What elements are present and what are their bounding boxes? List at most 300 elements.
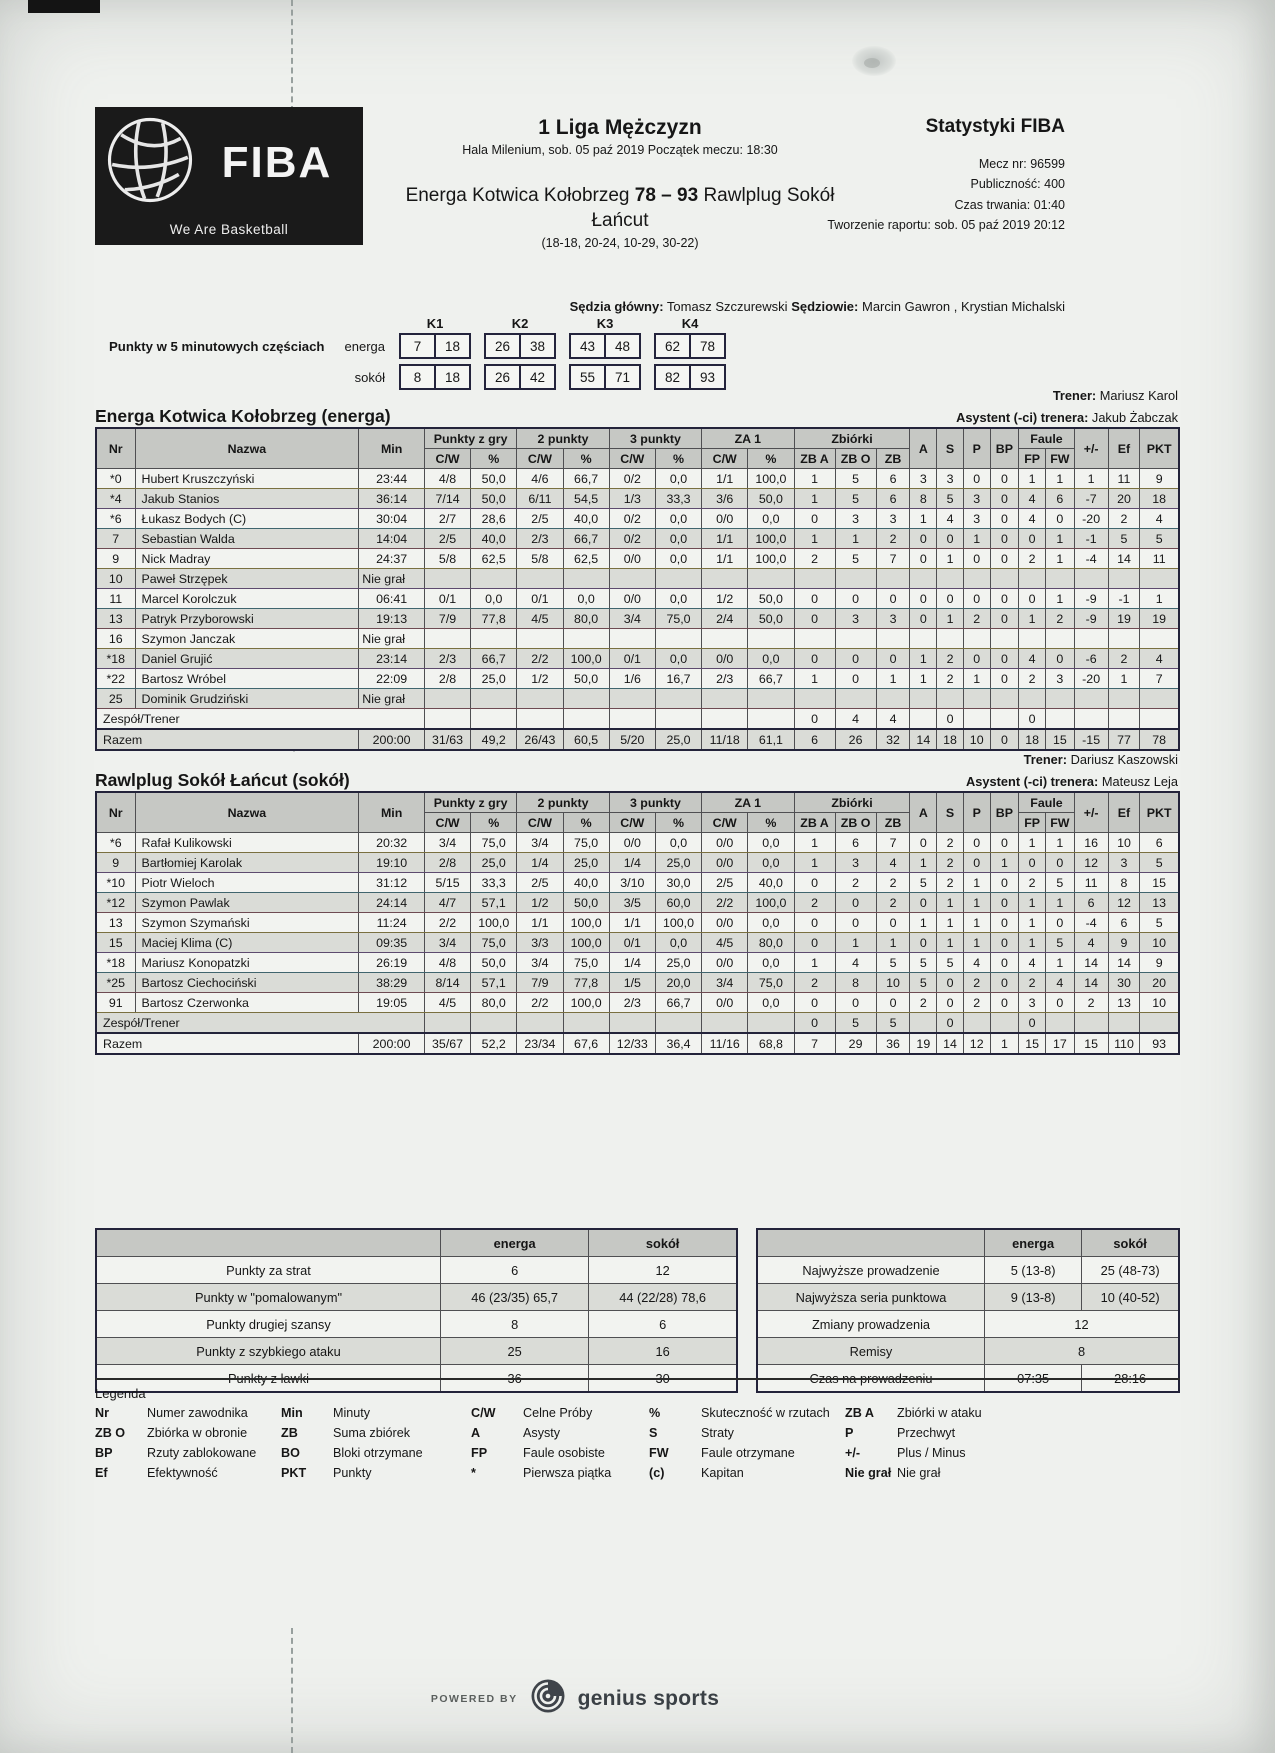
stat-cell: 93 [1140,1033,1179,1054]
stat-cell: 4 [1045,973,1074,993]
stat-cell: 11 [1140,549,1179,569]
stat-cell: 5 [1140,913,1179,933]
stat-cell: 4/6 [517,469,563,489]
stat-cell: 0/0 [609,589,655,609]
assistant-line [966,774,1178,789]
stat-cell: 3 [910,469,937,489]
summary-value-energa: 25 [441,1338,589,1365]
stat-cell: 6 [794,729,835,750]
stat-cell: 0 [794,873,835,893]
player-number: *0 [96,469,135,489]
quarter-score-cell: 93 [689,364,726,390]
legend-desc: Pierwsza piątka [523,1466,612,1480]
stat-cell: 3 [876,509,910,529]
col-header-steals: P [963,792,990,833]
summary-value-energa: 6 [441,1257,589,1284]
stat-cell [835,629,876,649]
stat-cell: 30:04 [359,509,425,529]
stat-cell: 0 [794,709,835,730]
player-name: Piotr Wieloch [135,873,359,893]
matchup-line [380,184,860,233]
stat-cell [1108,569,1140,589]
stat-cell [424,709,470,730]
player-name: Szymon Janczak [135,629,359,649]
legend-desc: Kapitan [701,1466,744,1480]
table-header [96,428,1179,469]
col-header-pct: % [563,449,609,469]
stat-cell: 2/5 [702,873,748,893]
stat-cell: 23:14 [359,649,425,669]
quarter-label: K4 [681,316,699,331]
player-name: Daniel Grujić [135,649,359,669]
quarter-score-group [484,333,556,359]
player-row [96,833,1179,853]
legend-item [281,1426,471,1446]
stat-cell [835,569,876,589]
legend-abbr: Min [281,1406,303,1420]
stat-cell [471,629,517,649]
stat-cell: 50,0 [563,669,609,689]
summary-value-sokol: 25 (48-73) [1082,1257,1179,1284]
stat-cell: 68,8 [748,1033,794,1054]
stat-cell: 6 [876,489,910,509]
stat-cell: 2 [937,853,964,873]
player-row [96,549,1179,569]
quarter-label: K3 [596,316,614,331]
stat-cell: 0,0 [748,509,794,529]
stat-cell: 5/8 [424,549,470,569]
player-row [96,589,1179,609]
stat-cell: 15 [1074,1033,1108,1054]
stat-cell: 5 [1140,853,1179,873]
stat-cell [1140,569,1179,589]
legend-abbr: Nr [95,1406,109,1420]
col-group-rebounds: Zbiórki [794,428,910,449]
stat-cell [963,569,990,589]
stat-cell [1045,709,1074,730]
legend-desc: Celne Próby [523,1406,593,1420]
player-row [96,953,1179,973]
stat-cell: 0 [794,933,835,953]
stat-cell: 0 [876,649,910,669]
stat-cell: 1/4 [609,853,655,873]
col-header-zb: ZB [876,449,910,469]
col-header-pct: % [655,813,701,833]
legend-abbr: Ef [95,1466,108,1480]
summary-table-right [756,1228,1180,1393]
stat-cell: 0/2 [609,469,655,489]
team-header [95,752,1180,790]
player-row [96,993,1179,1013]
legend-desc: Punkty [333,1466,372,1480]
stat-cell: 0 [990,529,1019,549]
stat-cell: 23:44 [359,469,425,489]
stat-cell: 75,0 [748,973,794,993]
stat-cell: 1 [794,469,835,489]
player-name: Mariusz Konopatzki [135,953,359,973]
player-name: Szymon Szymański [135,913,359,933]
stat-cell: 26/43 [517,729,563,750]
stat-cell: 0 [794,1013,835,1034]
stat-cell: 2 [1045,609,1074,629]
stat-cell: 75,0 [471,833,517,853]
stat-cell: 1 [1019,469,1046,489]
col-group-3pt: 3 punkty [609,792,701,813]
quarter-score-cell: 62 [654,333,691,359]
player-number: *10 [96,873,135,893]
stat-cell: 4/8 [424,953,470,973]
stat-cell: 0,0 [655,589,701,609]
stat-cell: 3/4 [424,833,470,853]
stat-cell: 16,7 [655,669,701,689]
legend-item [845,1426,1180,1446]
stat-cell: 0,0 [748,833,794,853]
summary-row [96,1284,737,1311]
player-name: Patryk Przyborowski [135,609,359,629]
stat-cell [794,569,835,589]
stat-cell: 1/1 [702,469,748,489]
stat-cell [563,1013,609,1034]
stat-cell: 2/2 [424,913,470,933]
stat-cell: 0 [963,833,990,853]
legend-abbr: S [649,1426,658,1440]
legend-item [471,1406,649,1426]
stat-cell: -4 [1074,913,1108,933]
stat-cell: 0 [990,589,1019,609]
stat-cell: 77,8 [563,973,609,993]
summary-value: 12 [985,1311,1180,1338]
stat-cell: 50,0 [471,489,517,509]
legend-item [649,1426,845,1446]
coach-name: Mariusz Karol [1099,388,1178,403]
quarter-score-cell: 26 [484,364,521,390]
legend-abbr: P [845,1426,854,1440]
stat-cell: 5 [835,1013,876,1034]
summary-value-energa: 5 (13-8) [985,1257,1082,1284]
player-name: Maciej Klima (C) [135,933,359,953]
stat-cell: 0 [990,669,1019,689]
stat-cell: 100,0 [471,913,517,933]
stat-cell [424,569,470,589]
stat-cell: 0 [990,953,1019,973]
stat-cell: 12/33 [609,1033,655,1054]
player-row [96,669,1179,689]
stat-cell: 1 [910,669,937,689]
stat-cell: 15 [1019,1033,1046,1054]
stat-cell [517,1013,563,1034]
stat-cell: Nie grał [359,629,425,649]
stat-cell [1074,709,1108,730]
legend-desc: Efektywność [147,1466,218,1480]
stat-cell: 1 [1019,913,1046,933]
stat-cell: 2/2 [517,649,563,669]
stat-cell: 17 [1045,1033,1074,1054]
player-name: Rafał Kulikowski [135,833,359,853]
venue-line: Hala Milenium, sob. 05 paź 2019 Początek meczu: 18:30 [462,143,778,157]
stat-cell: -20 [1074,509,1108,529]
stat-cell: 0/1 [517,589,563,609]
col-header-pct: % [748,449,794,469]
stat-cell [563,569,609,589]
stat-cell: 62,5 [563,549,609,569]
quarter-score-cell: 55 [569,364,606,390]
summary-row [757,1284,1179,1311]
legend-row [95,1406,1180,1426]
col-group-ft: ZA 1 [702,428,794,449]
stat-cell: 0 [794,993,835,1013]
stat-cell: 200:00 [359,1033,425,1054]
stat-cell: 0/0 [609,549,655,569]
stat-cell [702,1013,748,1034]
stat-cell [563,689,609,709]
stat-cell: 18 [1019,729,1046,750]
coach-line [1053,388,1178,403]
stat-cell: 2/2 [702,893,748,913]
stat-cell: 6/11 [517,489,563,509]
stat-cell: 2 [1019,549,1046,569]
team-bench-row [96,1013,1179,1034]
stat-cell: 77,8 [471,609,517,629]
stat-cell [1140,629,1179,649]
player-name: Sebastian Walda [135,529,359,549]
stat-cell: 6 [835,833,876,853]
player-row [96,469,1179,489]
stat-cell: 100,0 [563,913,609,933]
player-row [96,689,1179,709]
quarter-score-cell: 71 [604,364,641,390]
stat-cell: 1 [1045,589,1074,609]
player-row [96,629,1179,649]
stat-cell: 0 [794,649,835,669]
col-header-blocks: BP [990,428,1019,469]
stat-cell: 20:32 [359,833,425,853]
player-name: Nick Madray [135,549,359,569]
stat-cell: 100,0 [748,469,794,489]
stat-cell: 7/9 [424,609,470,629]
stat-cell: 2 [1074,993,1108,1013]
stat-cell: 1 [1045,893,1074,913]
stat-cell [794,689,835,709]
legend-desc: Faule osobiste [523,1446,605,1460]
player-row [96,649,1179,669]
stat-cell: 20 [1140,973,1179,993]
summary-label: Punkty z ławki [96,1365,441,1393]
stat-cell: 10 [1108,833,1140,853]
stat-cell: 2/3 [609,993,655,1013]
legend-abbr: ZB O [95,1426,126,1440]
stat-cell: Nie grał [359,689,425,709]
legend-desc: Bloki otrzymane [333,1446,423,1460]
coach-name: Dariusz Kaszowski [1070,752,1178,767]
stat-cell: 2 [794,549,835,569]
stat-cell [1140,1013,1179,1034]
col-header-pct: % [563,813,609,833]
summary-row [96,1257,737,1284]
stat-cell: 1 [876,669,910,689]
stat-cell: 0 [937,529,964,549]
legend-row [95,1426,1180,1446]
summary-header [96,1229,737,1257]
stat-cell: 1 [963,873,990,893]
stat-cell: 1 [876,933,910,953]
summary-label: Najwyższe prowadzenie [757,1257,985,1284]
stat-cell: 0 [794,509,835,529]
team-title: Energa Kotwica Kołobrzeg (energa) [95,406,391,426]
referees-label: Sędziowie: [791,299,859,314]
stat-cell [1019,689,1046,709]
stat-cell: 100,0 [655,913,701,933]
stat-cell: 100,0 [563,933,609,953]
assistant-line [956,410,1178,425]
stat-cell: 0 [990,549,1019,569]
stat-cell: 6 [1045,489,1074,509]
stat-cell: 0 [990,833,1019,853]
col-header-fw: FW [1045,813,1074,833]
stat-cell: 50,0 [748,489,794,509]
stat-cell: 18 [937,729,964,750]
stat-cell [748,689,794,709]
stat-cell: 0 [835,893,876,913]
stat-cell: 200:00 [359,729,425,750]
stat-cell: 6 [876,469,910,489]
summary-header-cell: energa [441,1229,589,1257]
stat-cell: 10 [963,729,990,750]
stats-title: Statystyki FIBA [925,116,1065,137]
player-name: Paweł Strzępek [135,569,359,589]
stat-cell: 1 [963,669,990,689]
player-row [96,569,1179,589]
stat-cell: 0 [1045,649,1074,669]
quarter-team-label: energa [344,338,385,354]
col-group-2pt: 2 punkty [517,428,609,449]
quarter-score-group [399,364,471,390]
player-number: *18 [96,649,135,669]
quarter-score-cell: 42 [519,364,556,390]
stat-cell: 0,0 [655,549,701,569]
stat-cell: 0 [910,933,937,953]
col-group-fouls: Faule [1019,428,1074,449]
stat-cell: 1 [1074,469,1108,489]
stat-cell [876,569,910,589]
summary-table-left [95,1228,738,1393]
stat-cell [424,689,470,709]
legend-section [95,1378,1180,1486]
player-number: *22 [96,669,135,689]
legend-item [845,1406,1180,1426]
assistant-name: Jakub Żabczak [1091,410,1178,425]
stat-cell: 0 [835,589,876,609]
referee-main-label: Sędzia główny: [569,299,664,314]
stat-cell: 0 [876,589,910,609]
stat-cell: 0,0 [563,589,609,609]
stat-cell: 61,1 [748,729,794,750]
stat-cell: 11 [1074,873,1108,893]
legend-abbr: ZB [281,1426,298,1440]
col-header-fp: FP [1019,449,1046,469]
match-info-line: Tworzenie raportu: sob. 05 paź 2019 20:12 [827,217,1065,232]
summary-value-sokol: 16 [589,1338,737,1365]
stat-cell: 1 [1045,529,1074,549]
quarter-score-cell: 18 [434,364,471,390]
stat-cell: 5 [910,973,937,993]
quarter-score-cell: 43 [569,333,606,359]
stat-cell [748,629,794,649]
stat-cell: 5 [1108,529,1140,549]
stat-cell: 33,3 [655,489,701,509]
team-title: Rawlplug Sokół Łańcut (sokół) [95,770,350,790]
league-title: 1 Liga Mężczyzn [538,116,702,139]
stat-cell: 1/4 [517,853,563,873]
stat-cell: 5/20 [609,729,655,750]
col-header-zbo: ZB O [835,813,876,833]
player-number: *12 [96,893,135,913]
legend-item [95,1406,281,1426]
col-group-3pt: 3 punkty [609,428,701,449]
stat-cell: 40,0 [748,873,794,893]
stat-cell: 40,0 [563,509,609,529]
stat-cell: 28,6 [471,509,517,529]
legend-desc: Zbiórki w ataku [897,1406,982,1420]
legend-rows [95,1406,1180,1486]
stat-cell: 3/10 [609,873,655,893]
summary-header-row [96,1229,737,1257]
stat-cell [1045,629,1074,649]
col-header-cw: C/W [517,449,563,469]
fiba-logo [95,107,363,245]
match-info-line: Mecz nr: 96599 [978,157,1065,171]
stat-cell: 3/4 [424,933,470,953]
table-body [96,833,1179,1055]
legend-abbr: FP [471,1446,488,1460]
legend-title: Legenda [95,1386,146,1401]
player-name: Marcel Korolczuk [135,589,359,609]
stat-cell: 1/1 [517,913,563,933]
col-group-ft: ZA 1 [702,792,794,813]
stat-cell [471,569,517,589]
summary-label: Remisy [757,1338,985,1365]
fiba-tagline: We Are Basketball [169,222,289,237]
stat-cell: 1 [794,489,835,509]
stat-cell: 60,0 [655,893,701,913]
col-header-turnovers: S [937,428,964,469]
stat-cell: 19:13 [359,609,425,629]
stat-cell: 0 [963,589,990,609]
legend-abbr: PKT [281,1466,307,1480]
stat-cell: 0 [937,709,964,730]
stat-cell: 4/5 [702,933,748,953]
stat-cell: 9 [1140,953,1179,973]
stat-cell [990,569,1019,589]
stat-cell: 1 [1019,933,1046,953]
stat-cell: 2/3 [702,669,748,689]
legend-desc: Suma zbiórek [333,1426,410,1440]
stat-cell: 4 [1140,509,1179,529]
stat-cell: Nie grał [359,569,425,589]
stat-cell: 0/0 [702,833,748,853]
stat-cell [609,569,655,589]
stat-cell: 22:09 [359,669,425,689]
stat-cell: 6 [1074,893,1108,913]
stat-cell: 7 [794,1033,835,1054]
stat-cell: 66,7 [471,649,517,669]
stat-cell: 1/2 [517,893,563,913]
stat-cell: 7 [1140,669,1179,689]
stat-cell: 15 [1045,729,1074,750]
summary-label: Zmiany prowadzenia [757,1311,985,1338]
stat-cell [963,629,990,649]
stat-cell: 7 [876,833,910,853]
col-header-cw: C/W [424,449,470,469]
